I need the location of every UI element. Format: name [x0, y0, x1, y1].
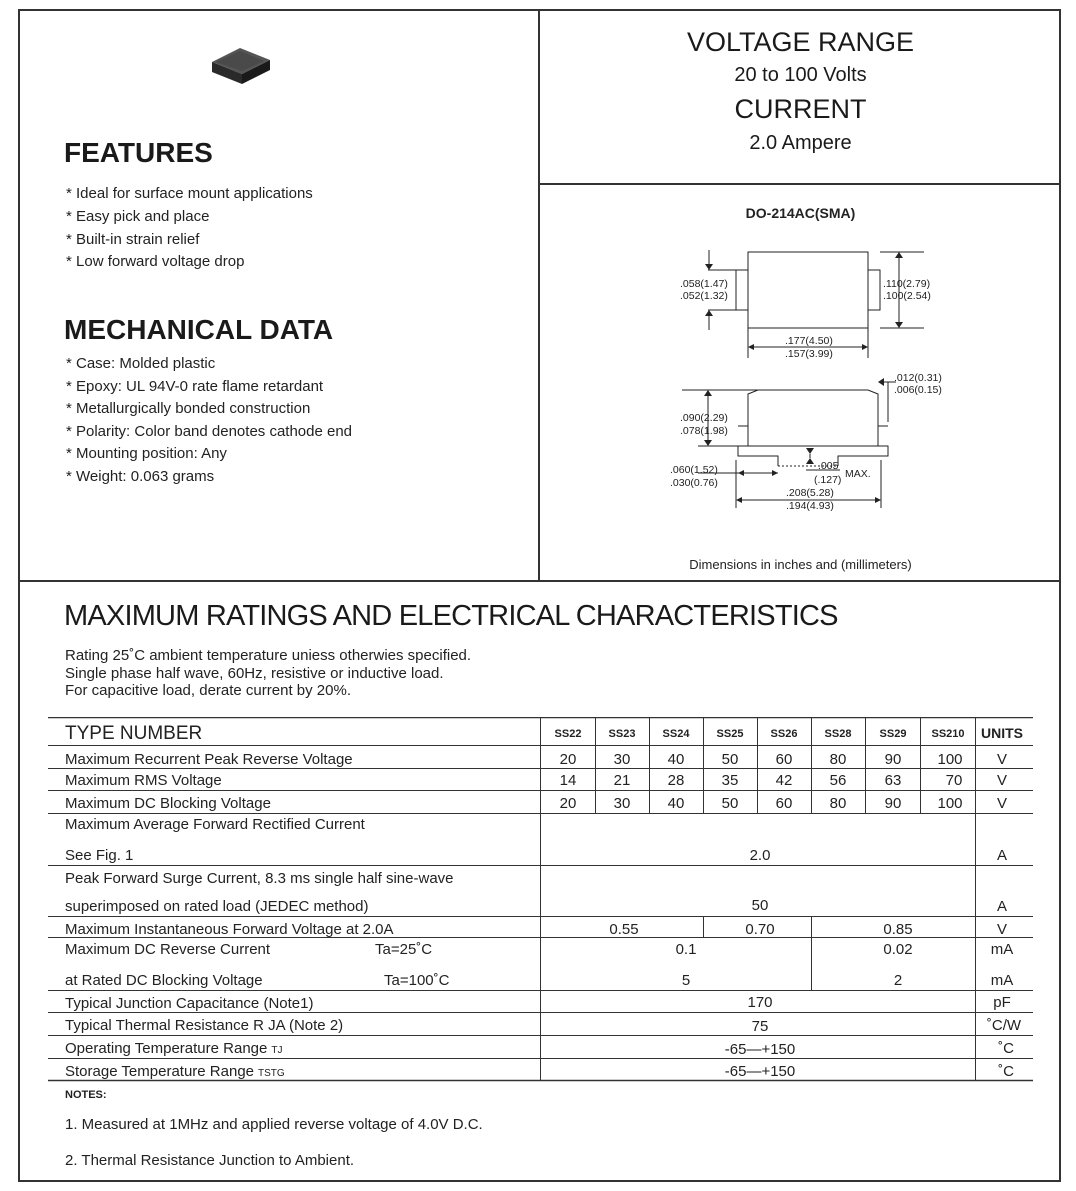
row-label-tstg — [65, 1063, 285, 1080]
table-cell: 80 — [829, 795, 847, 812]
part-number: SS26 — [770, 728, 798, 740]
mechanical-data-title: MECHANICAL DATA — [64, 314, 334, 345]
row-label-ifsm: Peak Forward Surge Current, 8.3 ms single half sine-wave — [65, 870, 454, 887]
table-cell-vf-1: 0.55 — [609, 921, 639, 938]
characteristics-table — [48, 717, 1038, 1082]
table-cell: 90 — [884, 795, 902, 812]
part-number: SS28 — [824, 728, 852, 740]
row-label-iav: Maximum Average Forward Rectified Current — [65, 816, 365, 833]
table-cell: 63 — [884, 772, 902, 789]
voltage-range-label: VOLTAGE RANGE — [686, 27, 915, 57]
row-label-vrms: Maximum RMS Voltage — [65, 772, 222, 789]
ratings-title: MAXIMUM RATINGS AND ELECTRICAL CHARACTERISTICS — [64, 600, 838, 632]
dimensions-note: Dimensions in inches and (millimeters) — [689, 557, 912, 572]
table-cell-unit: mA — [990, 972, 1014, 989]
table-cell: 50 — [721, 795, 739, 812]
row-label-iav-fig: See Fig. 1 — [65, 847, 134, 864]
dim-lead-thickness-min: .006(0.15) — [894, 384, 942, 396]
row-label-cj: Typical Junction Capacitance (Note1) — [65, 995, 314, 1012]
table-cell-ir100-a: 5 — [681, 972, 691, 989]
voltage-range-value: 20 to 100 Volts — [734, 64, 867, 86]
table-cell: 56 — [829, 772, 847, 789]
table-cell: 35 — [721, 772, 739, 789]
mechanical-data-list — [66, 353, 352, 488]
dim-standoff-mm: (.127) — [814, 474, 842, 486]
row-label-vdc: Maximum DC Blocking Voltage — [65, 795, 271, 812]
dim-lead-thickness-max: .012(0.31) — [894, 372, 942, 384]
dim-overall-min: .194(4.93) — [786, 500, 834, 512]
table-cell-unit: A — [996, 898, 1008, 915]
list-item: * Case: Molded plastic — [66, 355, 216, 372]
table-cell-unit: V — [996, 921, 1008, 938]
list-item: * Weight: 0.063 grams — [66, 467, 215, 485]
dim-body-length-min: .157(3.99) — [785, 348, 833, 360]
type-number-header: TYPE NUMBER — [65, 723, 203, 744]
table-cell: 30 — [613, 751, 631, 768]
row-label-rth: Typical Thermal Resistance R JA (Note 2) — [65, 1017, 344, 1034]
table-cell-unit: pF — [993, 994, 1011, 1011]
dim-body-width-max: .110(2.79) — [883, 278, 931, 290]
header-bottom-divider — [18, 580, 1061, 582]
dim-height-max: .090(2.29) — [680, 412, 728, 424]
table-cell-ir25-b: 0.02 — [883, 941, 913, 958]
row-label-ir: Maximum DC Reverse Current — [65, 941, 271, 958]
row-label-tj — [65, 1040, 282, 1057]
part-number: SS22 — [554, 728, 582, 740]
table-cell: 40 — [667, 751, 685, 768]
table-cell: 60 — [775, 751, 793, 768]
condition-line: Rating 25˚C ambient temperature uniess otherwies specified. — [65, 647, 472, 664]
row-label-tj-symbol: TJ — [271, 1045, 283, 1056]
table-cell-rth: 75 — [751, 1018, 769, 1035]
row-label-vf: Maximum Instantaneous Forward Voltage at 2.0A — [65, 921, 394, 938]
note-item: 2. Thermal Resistance Junction to Ambient. — [65, 1152, 355, 1169]
list-item: * Low forward voltage drop — [66, 253, 245, 271]
table-cell-cj: 170 — [747, 994, 773, 1011]
table-cell-unit: ˚C — [998, 1063, 1014, 1080]
list-item: * Built-in strain relief — [66, 230, 200, 248]
dim-height-min: .078(1.98) — [680, 425, 728, 437]
current-value: 2.0 Ampere — [749, 132, 852, 154]
condition-line: For capacitive load, derate current by 20%. — [65, 682, 351, 700]
dim-body-length-max: .177(4.50) — [785, 335, 833, 347]
part-number: SS29 — [879, 728, 907, 740]
part-number: SS23 — [608, 728, 636, 740]
list-item: * Mounting position: Any — [66, 445, 227, 462]
table-cell: 21 — [613, 772, 631, 789]
row-label-vrrm: Maximum Recurrent Peak Reverse Voltage — [65, 751, 353, 768]
table-cell-iav: 2.0 — [749, 847, 771, 864]
features-title: FEATURES — [64, 137, 213, 168]
table-cell-ifsm: 50 — [751, 897, 769, 914]
table-cell-ir25-a: 0.1 — [675, 941, 697, 958]
table-cell-unit: ˚C/W — [986, 1017, 1022, 1034]
table-cell-tj: -65—+150 — [724, 1041, 796, 1058]
note-item: 1. Measured at 1MHz and applied reverse voltage of 4.0V D.C. — [65, 1116, 483, 1133]
table-cell: 20 — [559, 751, 577, 768]
notes-heading: NOTES: — [65, 1089, 107, 1101]
table-cell-vf-3: 0.85 — [883, 921, 913, 938]
dim-body-width-min: .100(2.54) — [883, 290, 931, 302]
voltage-box-divider — [538, 183, 1061, 185]
table-cell: 80 — [829, 751, 847, 768]
table-cell: 70 — [945, 772, 963, 789]
row-cond-100c: Ta=100˚C — [384, 972, 450, 989]
list-item: * Polarity: Color band denotes cathode end — [66, 422, 353, 440]
row-cond-25c: Ta=25˚C — [375, 941, 433, 958]
table-cell: 14 — [559, 772, 577, 789]
list-item: * Metallurgically bonded construction — [66, 400, 311, 417]
table-cell: 90 — [884, 751, 902, 768]
package-chip-image — [210, 40, 274, 90]
table-cell: 28 — [667, 772, 685, 789]
dim-lead-width-min: .052(1.32) — [680, 290, 728, 302]
table-cell: 50 — [721, 751, 739, 768]
table-cell-unit: mA — [990, 941, 1014, 958]
table-cell-ir100-b: 2 — [893, 972, 903, 989]
list-item: * Easy pick and place — [66, 207, 210, 225]
table-cell-unit: A — [996, 847, 1008, 864]
row-values-vrrm — [560, 751, 1007, 768]
table-cell: 30 — [613, 795, 631, 812]
row-label-tstg-symbol: TSTG — [258, 1068, 285, 1079]
features-list — [66, 183, 313, 274]
table-cell: 100 — [937, 795, 963, 812]
row-values-vrms — [560, 772, 1007, 789]
dim-overall-max: .208(5.28) — [786, 487, 834, 499]
table-cell-unit: ˚C — [998, 1040, 1014, 1057]
condition-line: Single phase half wave, 60Hz, resistive or inductive load. — [65, 664, 444, 682]
table-cell-vf-2: 0.70 — [745, 921, 775, 938]
row-label-tstg-text: Storage Temperature Range — [65, 1063, 255, 1080]
table-cell: 60 — [775, 795, 793, 812]
ratings-conditions — [65, 647, 471, 700]
table-cell-unit: V — [996, 772, 1008, 789]
package-dimension-drawing — [668, 246, 958, 521]
table-cell-unit: V — [996, 751, 1008, 768]
dim-standoff-max: MAX. — [845, 468, 871, 480]
table-cell-unit: V — [996, 795, 1008, 812]
dim-standoff: .005 — [818, 460, 839, 472]
part-number: SS210 — [931, 728, 965, 740]
table-cell: 42 — [775, 772, 793, 789]
dim-lead-width-max: .058(1.47) — [680, 278, 728, 290]
table-cell: 20 — [559, 795, 577, 812]
table-cell: 40 — [667, 795, 685, 812]
units-header: UNITS — [981, 725, 1023, 741]
list-item: * Epoxy: UL 94V-0 rate flame retardant — [66, 377, 324, 395]
row-label-ifsm-2: superimposed on rated load (JEDEC method) — [65, 898, 369, 915]
row-values-vdc — [560, 795, 1007, 812]
part-number: SS25 — [716, 728, 744, 740]
current-label: CURRENT — [734, 94, 867, 124]
part-number: SS24 — [662, 728, 690, 740]
dim-foot-max: .060(1.52) — [670, 464, 718, 476]
dim-foot-min: .030(0.76) — [670, 477, 718, 489]
table-cell-tstg: -65—+150 — [724, 1063, 796, 1080]
row-label-tj-text: Operating Temperature Range — [65, 1040, 268, 1057]
package-title: DO-214AC(SMA) — [745, 205, 856, 221]
list-item: * Ideal for surface mount applications — [66, 185, 313, 202]
table-cell: 100 — [937, 751, 963, 768]
row-label-ir-2: at Rated DC Blocking Voltage — [65, 972, 263, 989]
